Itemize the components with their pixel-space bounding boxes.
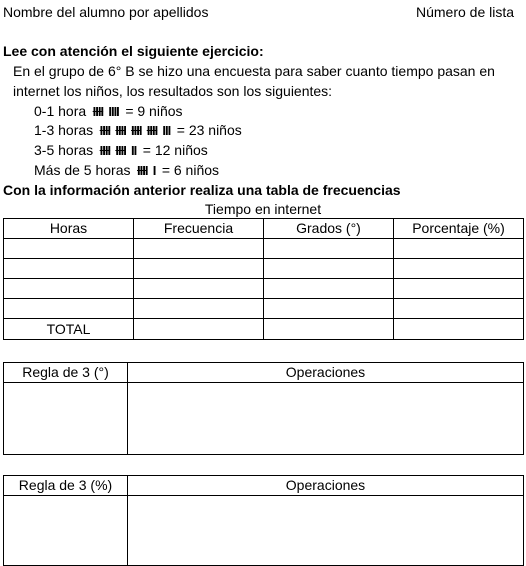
rule-pct-ops-header: Operaciones bbox=[128, 476, 524, 496]
rule-pct-ops-area[interactable] bbox=[128, 496, 524, 566]
survey-result: = 9 niños bbox=[125, 103, 183, 119]
instructions-line-1: En el grupo de 6° B se hizo una encuesta para saber cuanto tiempo pasan en bbox=[13, 63, 495, 79]
list-number-label: Número de lista bbox=[416, 4, 515, 20]
survey-row-1-3 bbox=[34, 120, 242, 141]
tally-marks: IIII IIII II bbox=[99, 143, 139, 158]
table-row bbox=[4, 299, 524, 319]
survey-range: 3-5 horas bbox=[34, 142, 94, 158]
frequency-table bbox=[3, 218, 524, 340]
task-heading: Con la información anterior realiza una tabla de frecuencias bbox=[3, 182, 401, 198]
total-label: TOTAL bbox=[4, 319, 134, 340]
tally-marks: IIII IIII IIII IIII III bbox=[99, 123, 173, 138]
col-header-horas: Horas bbox=[4, 219, 134, 239]
survey-result: = 12 niños bbox=[142, 142, 208, 158]
survey-range: Más de 5 horas bbox=[34, 162, 131, 178]
instructions-line-2: internet los niños, los resultados son los siguientes: bbox=[13, 83, 333, 99]
col-header-frecuencia: Frecuencia bbox=[134, 219, 264, 239]
rule-of-three-degrees-table bbox=[3, 362, 524, 455]
tally-marks: IIII IIII bbox=[92, 104, 122, 119]
rule-pct-label: Regla de 3 (%) bbox=[4, 476, 128, 496]
student-name-label: Nombre del alumno por apellidos bbox=[3, 4, 209, 20]
table-row bbox=[4, 259, 524, 279]
table-row bbox=[4, 279, 524, 299]
rule-deg-label: Regla de 3 (°) bbox=[4, 363, 128, 383]
tally-marks: IIII I bbox=[137, 163, 158, 178]
rule-deg-ops-area[interactable] bbox=[128, 383, 524, 455]
table-row bbox=[4, 239, 524, 259]
col-header-grados: Grados (°) bbox=[264, 219, 394, 239]
survey-range: 0-1 hora bbox=[34, 103, 87, 119]
survey-result: = 6 niños bbox=[161, 162, 220, 178]
total-row bbox=[4, 319, 524, 340]
rule-pct-work-area[interactable] bbox=[4, 496, 128, 566]
survey-row-3-5 bbox=[34, 140, 208, 161]
col-header-porcentaje: Porcentaje (%) bbox=[394, 219, 524, 239]
freq-table-title: Tiempo en internet bbox=[204, 201, 322, 217]
rule-of-three-percent-table bbox=[3, 475, 524, 566]
survey-row-0-1 bbox=[34, 101, 183, 122]
instructions-heading: Lee con atención el siguiente ejercicio: bbox=[3, 43, 264, 59]
survey-range: 1-3 horas bbox=[34, 122, 94, 138]
rule-deg-ops-header: Operaciones bbox=[128, 363, 524, 383]
survey-row-5-plus bbox=[34, 160, 219, 181]
survey-result: = 23 niños bbox=[176, 122, 242, 138]
rule-deg-work-area[interactable] bbox=[4, 383, 128, 455]
